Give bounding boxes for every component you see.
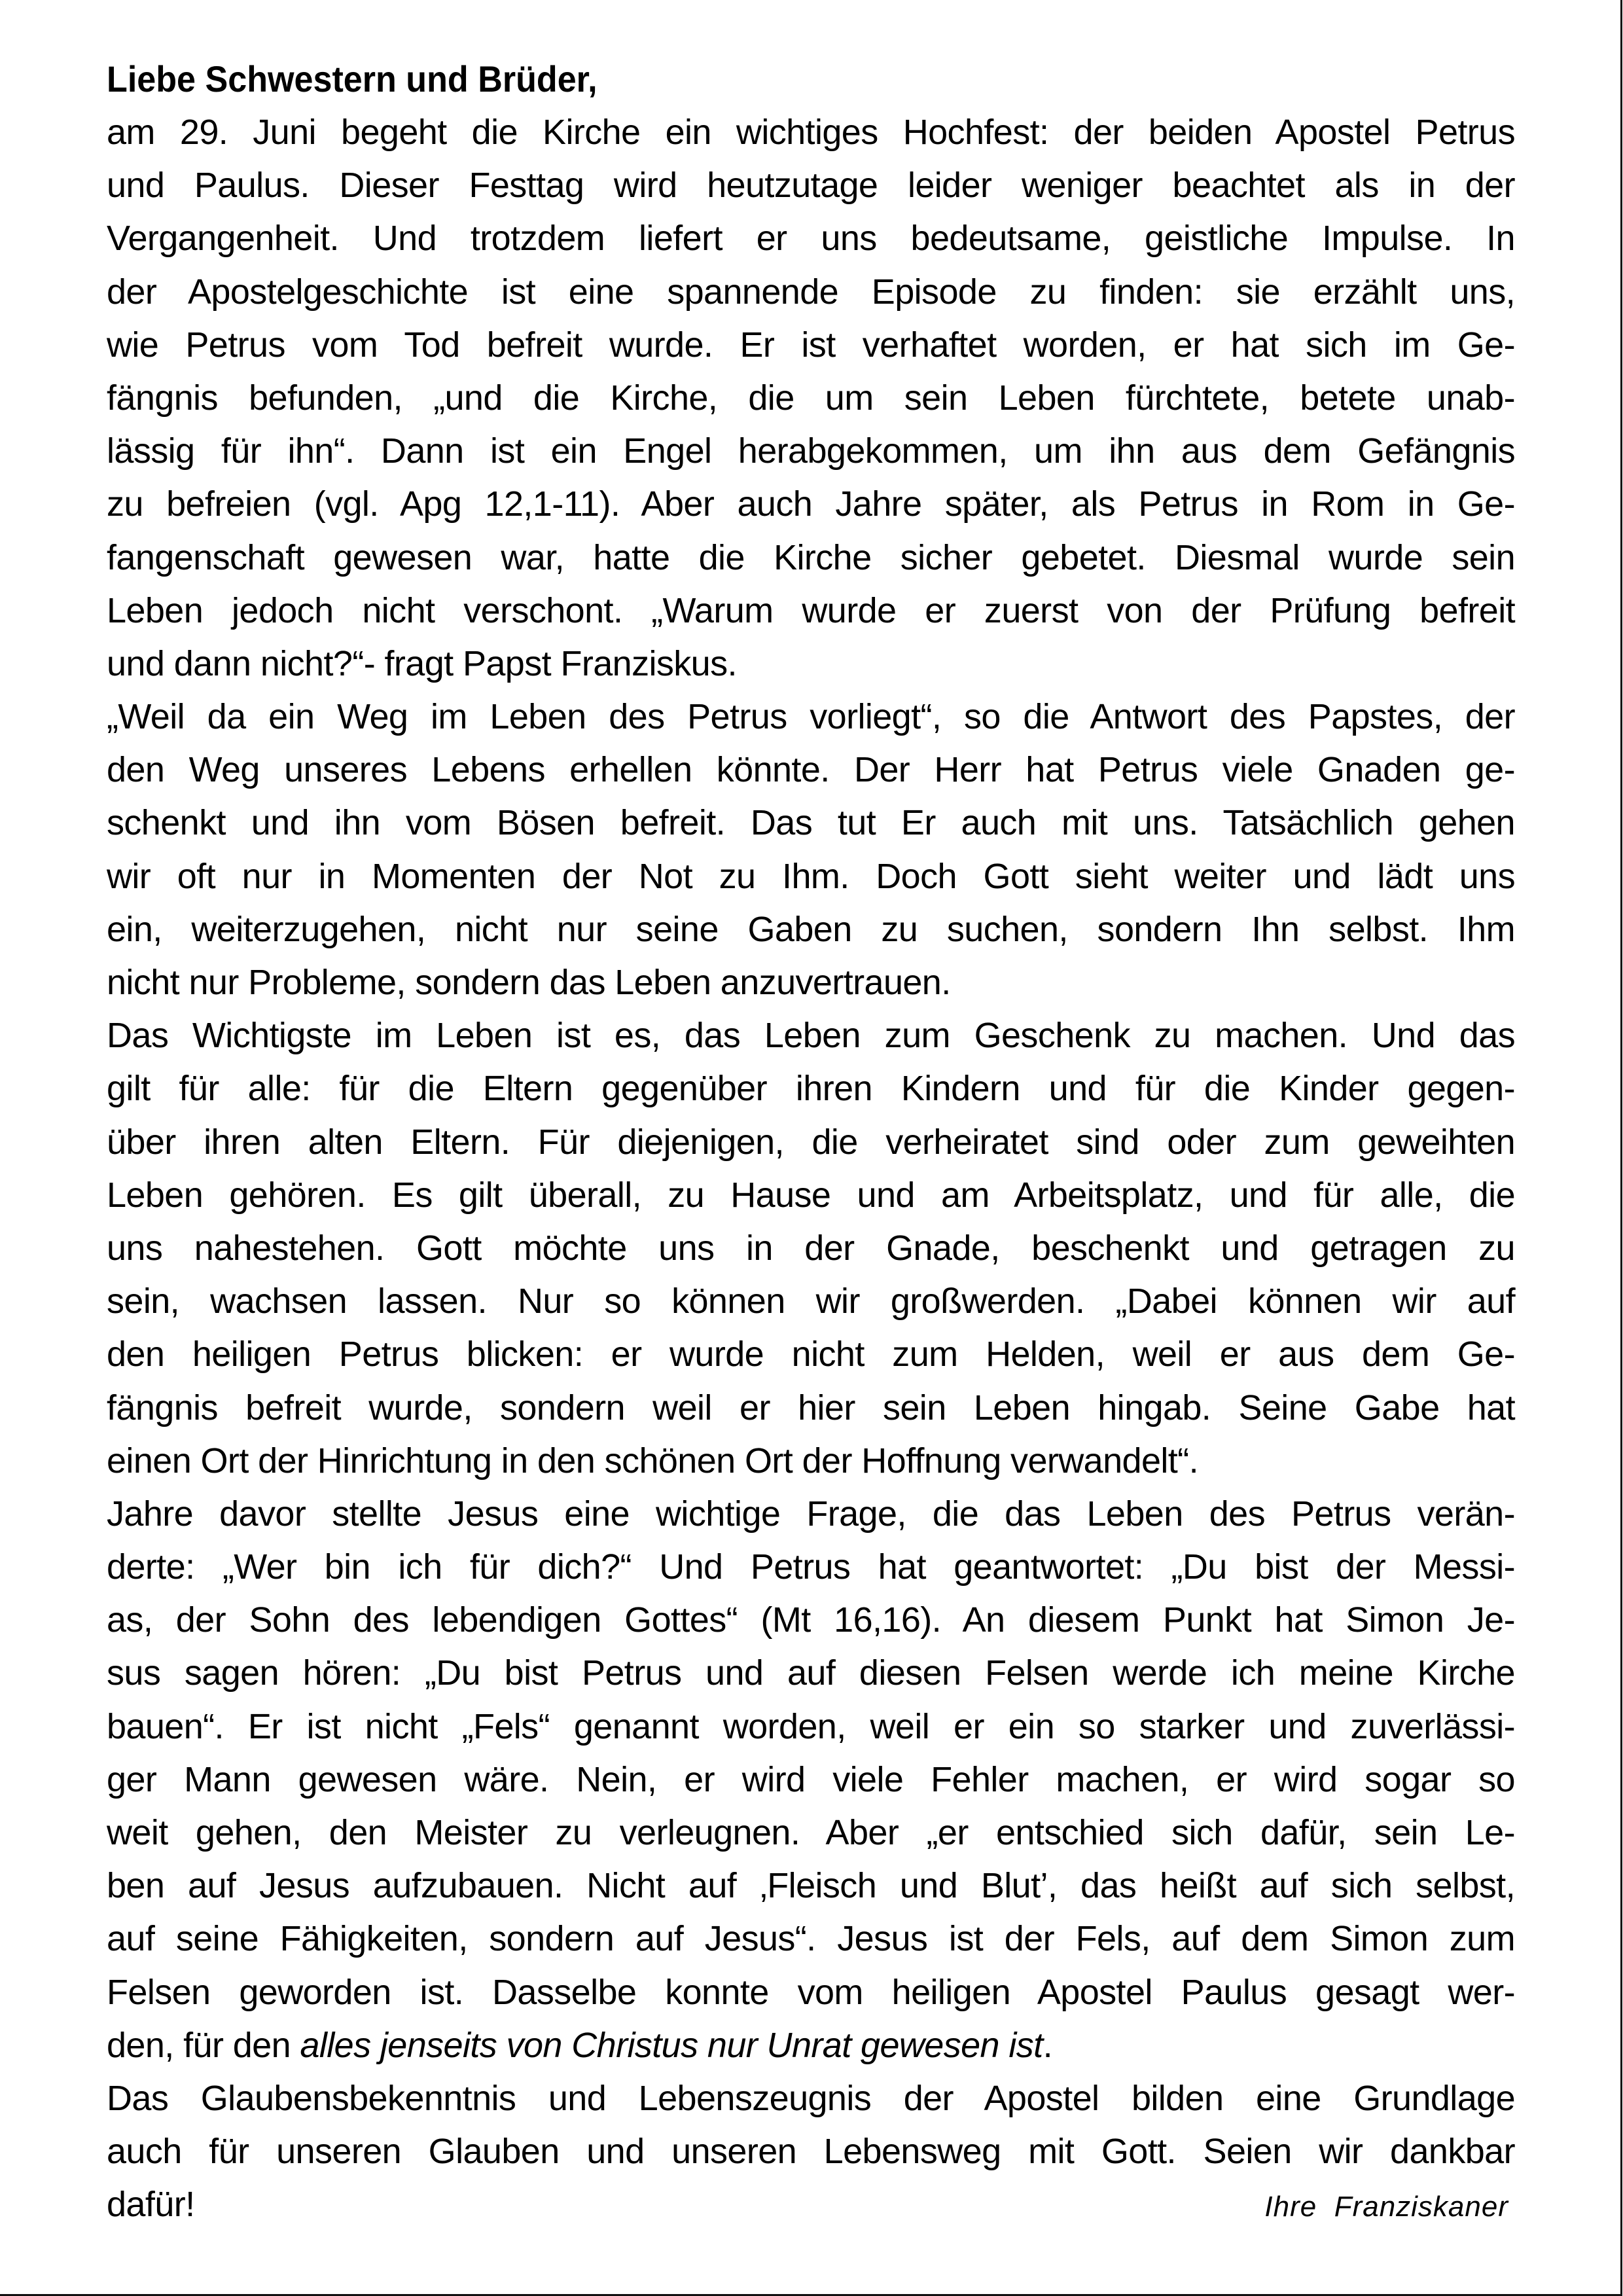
text-line: ben auf Jesus aufzubauen. Nicht auf ‚Fleisch und Blut’, das heißt auf sich selbst,: [107, 1866, 1515, 1906]
text-line: Leben gehören. Es gilt überall, zu Hause und am Arbeitsplatz, und für alle, die: [107, 1175, 1515, 1215]
text-line: auf seine Fähigkeiten, sondern auf Jesus“. Jesus ist der Fels, auf dem Simon zum: [107, 1919, 1515, 1959]
letter-body: [107, 52, 1515, 2232]
text-line: as, der Sohn des lebendigen Gottes“ (Mt 16,16). An diesem Punkt hat Simon Je-: [107, 1600, 1515, 1640]
text-line: dafür!: [107, 2185, 195, 2225]
closing-row: [107, 2178, 1515, 2231]
text-line: Das Glaubensbekenntnis und Lebenszeugnis der Apostel bilden eine Grundlage: [107, 2078, 1515, 2118]
text-line: Jahre davor stellte Jesus eine wichtige Frage, die das Leben des Petrus verän-: [107, 1494, 1515, 1534]
text-line: fangenschaft gewesen war, hatte die Kirche sicher gebetet. Diesmal wurde sein: [107, 537, 1515, 577]
text-line: am 29. Juni begeht die Kirche ein wichtiges Hochfest: der beiden Apostel Petrus: [107, 113, 1515, 152]
paragraph-4: [107, 1488, 1515, 2072]
text-line: Das Wichtigste im Leben ist es, das Leben zum Geschenk zu machen. Und das: [107, 1016, 1515, 1056]
text-line: bauen“. Er ist nicht „Fels“ genannt worden, weil er ein so starker und zuverlässi-: [107, 1706, 1515, 1746]
greeting-heading: Liebe Schwestern und Brüder,: [107, 58, 597, 99]
text-line: fängnis befreit wurde, sondern weil er hier sein Leben hingab. Seine Gabe hat: [107, 1388, 1515, 1427]
text-line: Vergangenheit. Und trotzdem liefert er uns bedeutsame, geistliche Impulse. In: [107, 219, 1515, 259]
paragraph-2: [107, 691, 1515, 1009]
text-line: der Apostelgeschichte ist eine spannende Episode zu finden: sie erzählt uns,: [107, 272, 1515, 312]
text-line: uns nahestehen. Gott möchte uns in der Gnade, beschenkt und getragen zu: [107, 1228, 1515, 1268]
text-span: den, für den: [107, 2025, 300, 2065]
text-line: den Weg unseres Lebens erhellen könnte. Der Herr hat Petrus viele Gnaden ge-: [107, 750, 1515, 790]
text-line: sein, wachsen lassen. Nur so können wir großwerden. „Dabei können wir auf: [107, 1282, 1515, 1321]
text-line: und Paulus. Dieser Festtag wird heutzutage leider weniger beachtet als in der: [107, 166, 1515, 206]
paragraph-1: [107, 106, 1515, 691]
text-line: auch für unseren Glauben und unseren Lebensweg mit Gott. Seien wir dankbar: [107, 2132, 1515, 2172]
text-line: Leben jedoch nicht verschont. „Warum wurde er zuerst von der Prüfung befreit: [107, 590, 1515, 630]
signature: Ihre Franziskaner: [1264, 2191, 1508, 2223]
text-line: den heiligen Petrus blicken: er wurde nicht zum Helden, weil er aus dem Ge-: [107, 1335, 1515, 1374]
text-line: „Weil da ein Weg im Leben des Petrus vorliegt“, so die Antwort des Papstes, der: [107, 697, 1515, 737]
text-line: wie Petrus vom Tod befreit wurde. Er ist verhaftet worden, er hat sich im Ge-: [107, 325, 1515, 365]
text-line: sus sagen hören: „Du bist Petrus und auf diesen Felsen werde ich meine Kirche: [107, 1653, 1515, 1693]
text-line: derte: „Wer bin ich für dich?“ Und Petrus hat geantwortet: „Du bist der Messi-: [107, 1547, 1515, 1587]
text-line: weit gehen, den Meister zu verleugnen. Aber „er entschied sich dafür, sein Le-: [107, 1813, 1515, 1852]
text-line: ein, weiterzugehen, nicht nur seine Gaben zu suchen, sondern Ihn selbst. Ihm: [107, 909, 1515, 949]
text-line: fängnis befunden, „und die Kirche, die um sein Leben fürchtete, betete unab-: [107, 378, 1515, 418]
text-span: .: [1043, 2025, 1052, 2065]
paragraph-5: [107, 2072, 1515, 2232]
paragraph-3: [107, 1009, 1515, 1488]
italic-quote: alles jenseits von Christus nur Unrat gewesen ist: [300, 2025, 1043, 2065]
text-line: lässig für ihn“. Dann ist ein Engel herabgekommen, um ihn aus dem Gefängnis: [107, 431, 1515, 471]
text-line: schenkt und ihn vom Bösen befreit. Das tut Er auch mit uns. Tatsächlich gehen: [107, 803, 1515, 843]
text-line: ger Mann gewesen wäre. Nein, er wird viele Fehler machen, er wird sogar so: [107, 1759, 1515, 1799]
text-line: und dann nicht?“- fragt Papst Franziskus.: [107, 643, 737, 683]
text-line: über ihren alten Eltern. Für diejenigen, die verheiratet sind oder zum geweihten: [107, 1122, 1515, 1162]
text-line-with-italic: [107, 2019, 1515, 2072]
text-line: zu befreien (vgl. Apg 12,1-11). Aber auch Jahre später, als Petrus in Rom in Ge-: [107, 484, 1515, 524]
text-line: einen Ort der Hinrichtung in den schönen Ort der Hoffnung verwandelt“.: [107, 1441, 1198, 1480]
text-line: gilt für alle: für die Eltern gegenüber ihren Kindern und für die Kinder gegen-: [107, 1069, 1515, 1109]
text-line: nicht nur Probleme, sondern das Leben anzuvertrauen.: [107, 963, 951, 1002]
text-line: Felsen geworden ist. Dasselbe konnte vom heiligen Apostel Paulus gesagt wer-: [107, 1972, 1515, 2012]
text-line: wir oft nur in Momenten der Not zu Ihm. Doch Gott sieht weiter und lädt uns: [107, 856, 1515, 896]
